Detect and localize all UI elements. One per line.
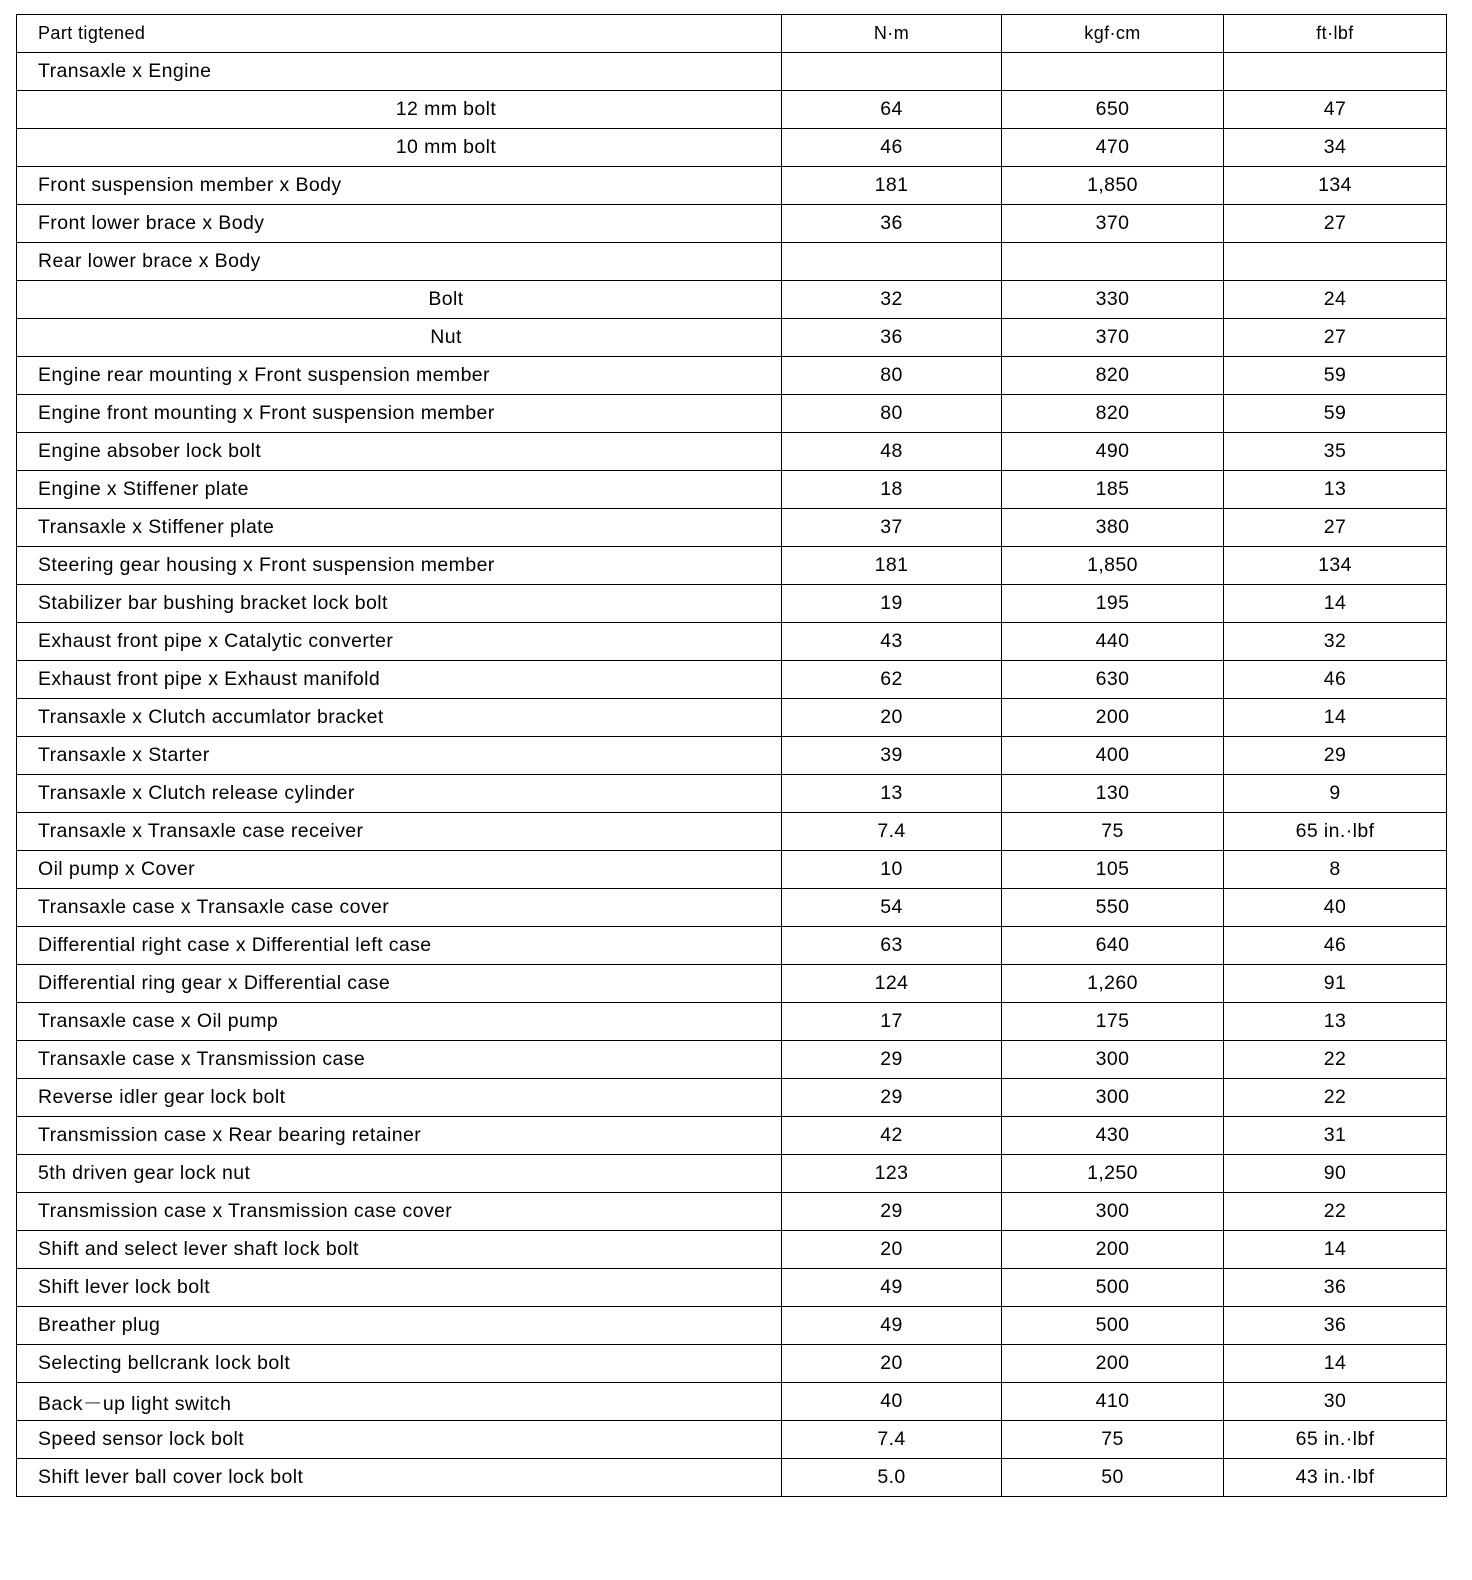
table-row [17,1307,1447,1345]
part-label: Differential ring gear x Differential case [38,972,391,994]
kgfcm-cell: 820 [1002,357,1224,395]
kgfcm-cell: 500 [1002,1307,1224,1345]
nm-cell: 7.4 [782,813,1002,851]
part-label: Oil pump x Cover [38,858,196,880]
ftlbf-cell: 14 [1224,1231,1447,1269]
table-row [17,395,1447,433]
kgfcm-cell: 195 [1002,585,1224,623]
kgfcm-cell: 370 [1002,205,1224,243]
part-cell [17,965,782,1003]
table-row [17,1117,1447,1155]
ftlbf-cell: 27 [1224,319,1447,357]
table-row [17,737,1447,775]
table-row [17,1383,1447,1421]
part-label: Stabilizer bar bushing bracket lock bolt [38,592,388,614]
nm-cell: 32 [782,281,1002,319]
part-label: Exhaust front pipe x Exhaust manifold [38,668,381,690]
part-cell [17,623,782,661]
ftlbf-cell: 36 [1224,1269,1447,1307]
part-cell [17,927,782,965]
ftlbf-cell: 29 [1224,737,1447,775]
ftlbf-cell: 27 [1224,509,1447,547]
torque-specification-table [16,14,1447,1497]
part-label: Selecting bellcrank lock bolt [38,1352,291,1374]
table-row [17,357,1447,395]
table-row [17,661,1447,699]
nm-cell: 46 [782,129,1002,167]
kgfcm-cell: 1,850 [1002,547,1224,585]
kgfcm-cell: 640 [1002,927,1224,965]
part-cell [17,1003,782,1041]
part-cell [17,851,782,889]
part-label: Engine x Stiffener plate [38,478,249,500]
part-cell [17,547,782,585]
table-body [17,53,1447,1497]
table-row [17,53,1447,91]
kgfcm-cell: 1,850 [1002,167,1224,205]
part-cell [17,243,782,281]
kgfcm-cell: 300 [1002,1079,1224,1117]
kgfcm-cell: 130 [1002,775,1224,813]
kgfcm-cell: 630 [1002,661,1224,699]
part-label: Transmission case x Transmission case cover [38,1200,453,1222]
kgfcm-cell: 175 [1002,1003,1224,1041]
part-cell [17,1307,782,1345]
kgfcm-cell: 200 [1002,1345,1224,1383]
kgfcm-cell: 300 [1002,1041,1224,1079]
table-row [17,813,1447,851]
part-cell [17,1117,782,1155]
part-label: Transmission case x Rear bearing retainer [38,1124,422,1146]
part-cell [17,1079,782,1117]
nm-cell: 63 [782,927,1002,965]
part-cell [17,661,782,699]
part-label: 5th driven gear lock nut [38,1162,251,1184]
table-row [17,471,1447,509]
nm-cell: 40 [782,1383,1002,1421]
table-row [17,509,1447,547]
kgfcm-cell: 300 [1002,1193,1224,1231]
kgfcm-cell: 820 [1002,395,1224,433]
nm-cell: 123 [782,1155,1002,1193]
kgfcm-cell: 200 [1002,699,1224,737]
part-cell [17,1041,782,1079]
table-row [17,433,1447,471]
part-label: Transaxle x Stiffener plate [38,516,275,538]
part-cell [17,471,782,509]
ftlbf-cell: 30 [1224,1383,1447,1421]
nm-cell: 124 [782,965,1002,1003]
part-label: Engine rear mounting x Front suspension member [38,364,490,386]
ftlbf-cell: 14 [1224,1345,1447,1383]
ftlbf-cell: 14 [1224,699,1447,737]
nm-cell: 20 [782,699,1002,737]
kgfcm-cell: 1,250 [1002,1155,1224,1193]
part-cell [17,433,782,471]
part-cell [17,129,782,167]
ftlbf-cell: 59 [1224,357,1447,395]
ftlbf-cell [1224,243,1447,281]
table-row [17,1269,1447,1307]
ftlbf-cell: 22 [1224,1079,1447,1117]
part-label: Front suspension member x Body [38,174,342,196]
table-row [17,1079,1447,1117]
part-cell [17,319,782,357]
part-label: 10 mm bolt [395,136,497,158]
part-cell [17,1155,782,1193]
ftlbf-cell: 9 [1224,775,1447,813]
nm-cell: 36 [782,205,1002,243]
nm-cell: 29 [782,1041,1002,1079]
nm-cell: 62 [782,661,1002,699]
part-label: Transaxle x Clutch release cylinder [38,782,355,804]
part-cell [17,509,782,547]
nm-cell: 29 [782,1193,1002,1231]
table-row [17,91,1447,129]
nm-cell: 80 [782,357,1002,395]
part-label: Nut [430,326,462,348]
part-cell [17,1193,782,1231]
part-cell [17,1269,782,1307]
part-label: Speed sensor lock bolt [38,1428,245,1450]
table-row [17,1193,1447,1231]
ftlbf-cell: 65 in.·lbf [1224,1421,1447,1459]
table-row [17,1155,1447,1193]
table-row [17,851,1447,889]
ftlbf-cell: 46 [1224,661,1447,699]
kgfcm-cell: 75 [1002,813,1224,851]
part-label: Transaxle x Clutch accumlator bracket [38,706,384,728]
part-label: Transaxle case x Oil pump [38,1010,279,1032]
table-row [17,167,1447,205]
nm-cell: 13 [782,775,1002,813]
part-label: Steering gear housing x Front suspension member [38,554,495,576]
kgfcm-cell: 500 [1002,1269,1224,1307]
table-row [17,889,1447,927]
nm-cell: 36 [782,319,1002,357]
table-row [17,1345,1447,1383]
kgfcm-cell: 330 [1002,281,1224,319]
part-label: 12 mm bolt [395,98,497,120]
part-label: Exhaust front pipe x Catalytic converter [38,630,394,652]
header-row [17,15,1447,53]
table-row [17,243,1447,281]
kgfcm-cell [1002,53,1224,91]
part-label: Transaxle case x Transmission case [38,1048,366,1070]
header-part-tightened: Part tigtened [17,15,782,53]
nm-cell: 37 [782,509,1002,547]
part-cell [17,281,782,319]
nm-cell: 43 [782,623,1002,661]
kgfcm-cell: 1,260 [1002,965,1224,1003]
part-cell [17,357,782,395]
part-cell [17,775,782,813]
nm-cell: 20 [782,1231,1002,1269]
nm-cell: 42 [782,1117,1002,1155]
part-cell [17,1421,782,1459]
ftlbf-cell: 13 [1224,471,1447,509]
kgfcm-cell: 380 [1002,509,1224,547]
part-label: Rear lower brace x Body [38,250,261,272]
part-label: Reverse idler gear lock bolt [38,1086,286,1108]
ftlbf-cell: 13 [1224,1003,1447,1041]
part-label: Transaxle case x Transaxle case cover [38,896,390,918]
nm-cell: 7.4 [782,1421,1002,1459]
header-kgfcm: kgf·cm [1002,15,1224,53]
kgfcm-cell: 470 [1002,129,1224,167]
nm-cell: 49 [782,1269,1002,1307]
table-row [17,281,1447,319]
table-row [17,1421,1447,1459]
kgfcm-cell: 185 [1002,471,1224,509]
ftlbf-cell: 22 [1224,1193,1447,1231]
part-cell [17,1459,782,1497]
kgfcm-cell: 430 [1002,1117,1224,1155]
ftlbf-cell: 32 [1224,623,1447,661]
ftlbf-cell: 14 [1224,585,1447,623]
nm-cell: 5.0 [782,1459,1002,1497]
kgfcm-cell: 75 [1002,1421,1224,1459]
nm-cell: 18 [782,471,1002,509]
kgfcm-cell: 550 [1002,889,1224,927]
nm-cell: 48 [782,433,1002,471]
ftlbf-cell: 31 [1224,1117,1447,1155]
kgfcm-cell [1002,243,1224,281]
part-label: Back－up light switch [38,1392,232,1415]
part-cell [17,205,782,243]
ftlbf-cell: 24 [1224,281,1447,319]
part-cell [17,1345,782,1383]
nm-cell: 39 [782,737,1002,775]
table-row [17,699,1447,737]
table-row [17,1231,1447,1269]
part-label: Transaxle x Engine [38,60,212,82]
nm-cell: 19 [782,585,1002,623]
nm-cell: 49 [782,1307,1002,1345]
part-label: Shift lever ball cover lock bolt [38,1466,304,1488]
nm-cell: 80 [782,395,1002,433]
ftlbf-cell: 46 [1224,927,1447,965]
ftlbf-cell: 22 [1224,1041,1447,1079]
part-cell [17,699,782,737]
part-label: Shift and select lever shaft lock bolt [38,1238,359,1260]
part-label: Shift lever lock bolt [38,1276,211,1298]
ftlbf-cell: 59 [1224,395,1447,433]
table-row [17,585,1447,623]
part-cell [17,53,782,91]
ftlbf-cell: 27 [1224,205,1447,243]
nm-cell: 64 [782,91,1002,129]
ftlbf-cell: 36 [1224,1307,1447,1345]
part-cell [17,737,782,775]
ftlbf-cell [1224,53,1447,91]
table-row [17,927,1447,965]
table-row [17,965,1447,1003]
part-label: Breather plug [38,1314,161,1336]
table-row [17,129,1447,167]
kgfcm-cell: 440 [1002,623,1224,661]
nm-cell: 20 [782,1345,1002,1383]
part-cell [17,167,782,205]
kgfcm-cell: 105 [1002,851,1224,889]
table-row [17,1003,1447,1041]
part-label: Bolt [428,288,464,310]
table-row [17,1459,1447,1497]
table-row [17,775,1447,813]
table-row [17,1041,1447,1079]
kgfcm-cell: 410 [1002,1383,1224,1421]
kgfcm-cell: 400 [1002,737,1224,775]
ftlbf-cell: 43 in.·lbf [1224,1459,1447,1497]
nm-cell [782,53,1002,91]
part-label: Engine front mounting x Front suspension member [38,402,495,424]
part-label: Transaxle x Transaxle case receiver [38,820,364,842]
ftlbf-cell: 134 [1224,547,1447,585]
part-cell [17,585,782,623]
nm-cell: 181 [782,547,1002,585]
nm-cell: 181 [782,167,1002,205]
nm-cell: 29 [782,1079,1002,1117]
part-label: Differential right case x Differential left case [38,934,432,956]
nm-cell: 10 [782,851,1002,889]
part-label: Transaxle x Starter [38,744,210,766]
ftlbf-cell: 91 [1224,965,1447,1003]
part-cell [17,889,782,927]
kgfcm-cell: 50 [1002,1459,1224,1497]
part-cell [17,813,782,851]
nm-cell [782,243,1002,281]
part-cell [17,1231,782,1269]
ftlbf-cell: 90 [1224,1155,1447,1193]
ftlbf-cell: 40 [1224,889,1447,927]
nm-cell: 17 [782,1003,1002,1041]
kgfcm-cell: 650 [1002,91,1224,129]
part-cell [17,91,782,129]
table-row [17,623,1447,661]
ftlbf-cell: 34 [1224,129,1447,167]
ftlbf-cell: 47 [1224,91,1447,129]
kgfcm-cell: 370 [1002,319,1224,357]
table-row [17,547,1447,585]
header-ftlbf: ft·lbf [1224,15,1447,53]
ftlbf-cell: 8 [1224,851,1447,889]
ftlbf-cell: 35 [1224,433,1447,471]
part-cell [17,395,782,433]
ftlbf-cell: 65 in.·lbf [1224,813,1447,851]
table-row [17,319,1447,357]
table-row [17,205,1447,243]
ftlbf-cell: 134 [1224,167,1447,205]
part-cell [17,1383,782,1421]
kgfcm-cell: 490 [1002,433,1224,471]
header-nm: N·m [782,15,1002,53]
nm-cell: 54 [782,889,1002,927]
kgfcm-cell: 200 [1002,1231,1224,1269]
part-label: Engine absober lock bolt [38,440,262,462]
part-label: Front lower brace x Body [38,212,265,234]
